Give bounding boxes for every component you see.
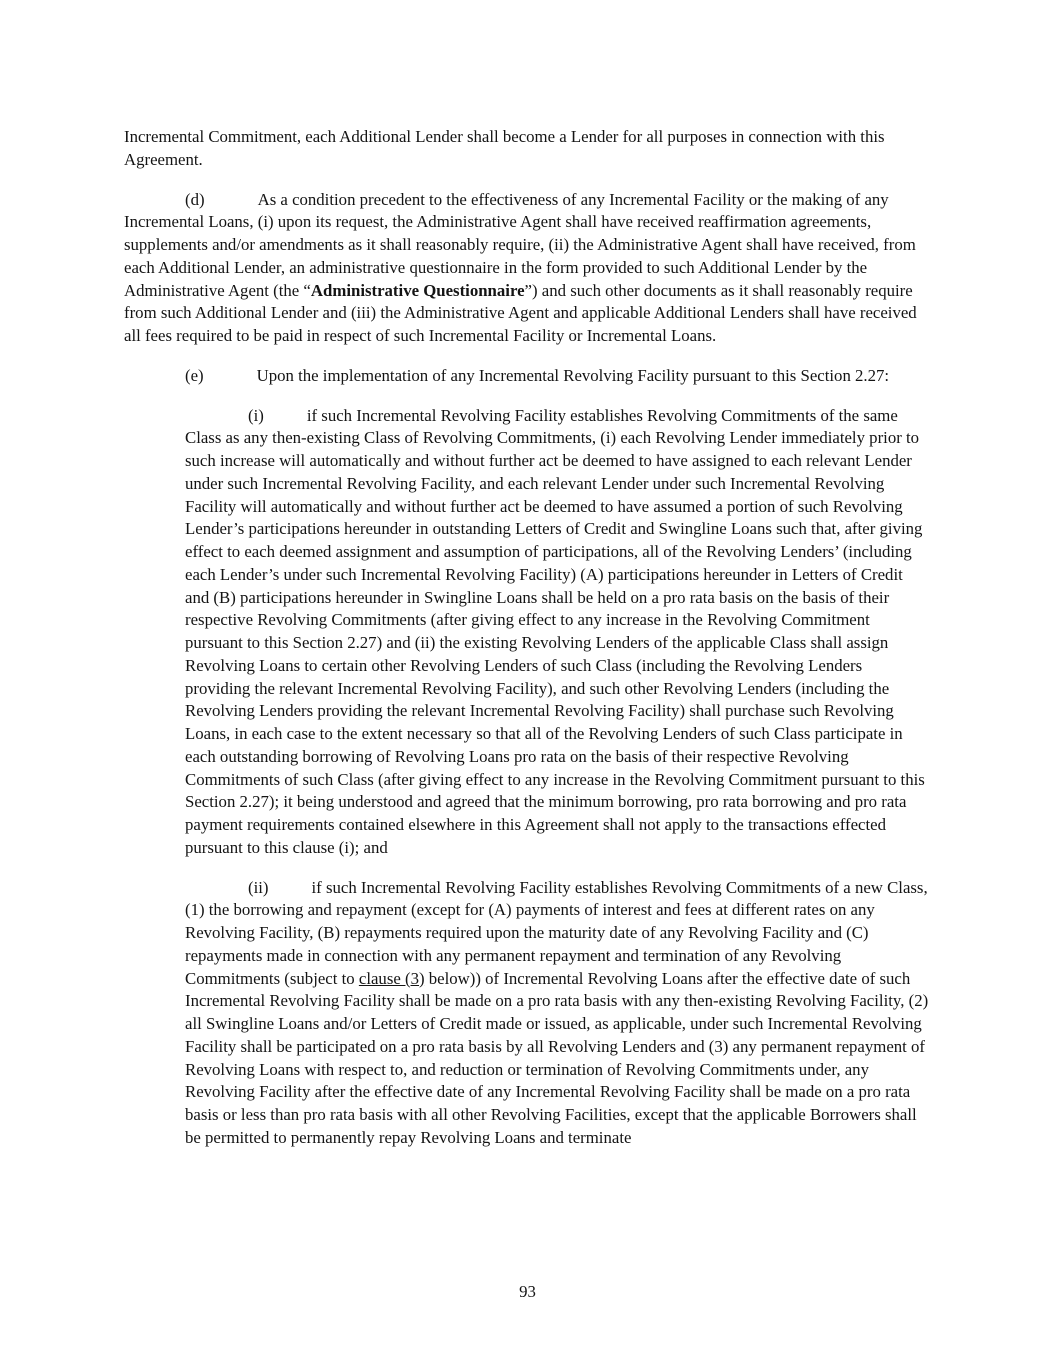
paragraph-intro — [124, 126, 931, 172]
page-number: 93 — [519, 1282, 536, 1301]
paragraph-e-text: Upon the implementation of any Incremental Revolving Facility pursuant to this Section 2.27: — [256, 365, 890, 385]
paragraph-clause-ii-text-continued: below)) of Incremental Revolving Loans after the effective date of such Incremental Revolving Facility shall be made on a pro rata basis with any then-existing Revolving Facility, (2) all Swingline Loans and/or Letters of Credit made or issued, as applicable, under such Incremental Revolving Facility shall be participated on a pro rata basis by all Revolving Lenders and (3) any permanent repayment of Revolving Loans with respect to, and reduction or termination of Revolving Commitments under, any Revolving Facility after the effective date of any Incremental Revolving Facility shall be made on a pro rata basis or less than pro rata basis with all other Revolving Facilities, except that the applicable Borrowers shall be permitted to permanently repay Revolving Loans and terminate — [185, 968, 929, 1147]
paragraph-e-label: (e) — [185, 365, 204, 385]
cross-reference-clause-3: clause (3) — [358, 968, 425, 988]
paragraph-clause-ii-text: if such Incremental Revolving Facility establishes Revolving Commitments of a new Class, (1) the borrowing and repayment (except for (A) payments of interest and fees at different rates on any Revolving Facility, (B) repayments required upon the maturity date of any Revolving Facility and (C) repayments made in connection with any permanent repayment and termination of any Revolving Commitments (subject to — [185, 877, 928, 988]
paragraph-d — [124, 189, 931, 348]
defined-term-administrative-questionnaire: Administrative Questionnaire — [310, 280, 525, 300]
paragraph-clause-i — [185, 405, 931, 860]
paragraph-clause-ii-label: (ii) — [248, 877, 269, 897]
paragraph-d-label: (d) — [185, 189, 205, 209]
paragraph-e — [124, 365, 931, 388]
paragraph-intro-text: Incremental Commitment, each Additional Lender shall become a Lender for all purposes in connection with this Agreement. — [124, 127, 885, 169]
paragraph-d-text-continued: ”) and such other documents as it shall reasonably require from such Additional Lender and (iii) the Administrative Agent and applicable Additional Lenders shall have received all fees required to be paid in respect of such Incremental Facility or Incremental Loans. — [124, 280, 917, 345]
paragraph-clause-i-text: if such Incremental Revolving Facility establishes Revolving Commitments of the same Class as any then-existing Class of Revolving Commitments, (i) each Revolving Lender immediately prior to such increase will automatically and without further act be deemed to have assigned to each relevant Lender under such Incremental Revolving Facility, and each relevant Lender under such Incremental Revolving Facility will automatically and without further act be deemed to have assumed a portion of such Revolving Lender’s participations hereunder in outstanding Letters of Credit and Swingline Loans such that, after giving effect to each deemed assignment and assumption of participations, all of the Revolving Lenders’ (including each Lender’s under such Incremental Revolving Facility) (A) participations hereunder in Letters of Credit and (B) participations hereunder in Swingline Loans shall be held on a pro rata basis on the basis of their respective Revolving Commitments (after giving effect to any increase in the Revolving Commitment pursuant to this Section 2.27) and (ii) the existing Revolving Lenders of the applicable Class shall assign Revolving Loans to certain other Revolving Lenders of such Class (including the Revolving Lenders providing the relevant Incremental Revolving Facility), and such other Revolving Lenders (including the Revolving Lenders providing the relevant Incremental Revolving Facility) shall purchase such Revolving Loans, in each case to the extent necessary so that all of the Revolving Lenders of such Class participate in each outstanding borrowing of Revolving Loans pro rata on the basis of their respective Revolving Commitments of such Class (after giving effect to any increase in the Revolving Commitment pursuant to this Section 2.27); it being understood and agreed that the minimum borrowing, pro rata borrowing and pro rata payment requirements contained elsewhere in this Agreement shall not apply to the transactions effected pursuant to this clause (i); and — [185, 405, 925, 857]
paragraph-d-text: As a condition precedent to the effectiveness of any Incremental Facility or the making of any Incremental Loans, (i) upon its request, the Administrative Agent shall have received reaffirmation agreements, supplements and/or amendments as it shall reasonably require, (ii) the Administrative Agent shall have received, from each Additional Lender, an administrative questionnaire in the form provided to such Additional Lender by the Administrative Agent (the “ — [124, 189, 916, 300]
paragraph-clause-i-label: (i) — [248, 405, 264, 425]
paragraph-clause-ii — [185, 877, 931, 1150]
